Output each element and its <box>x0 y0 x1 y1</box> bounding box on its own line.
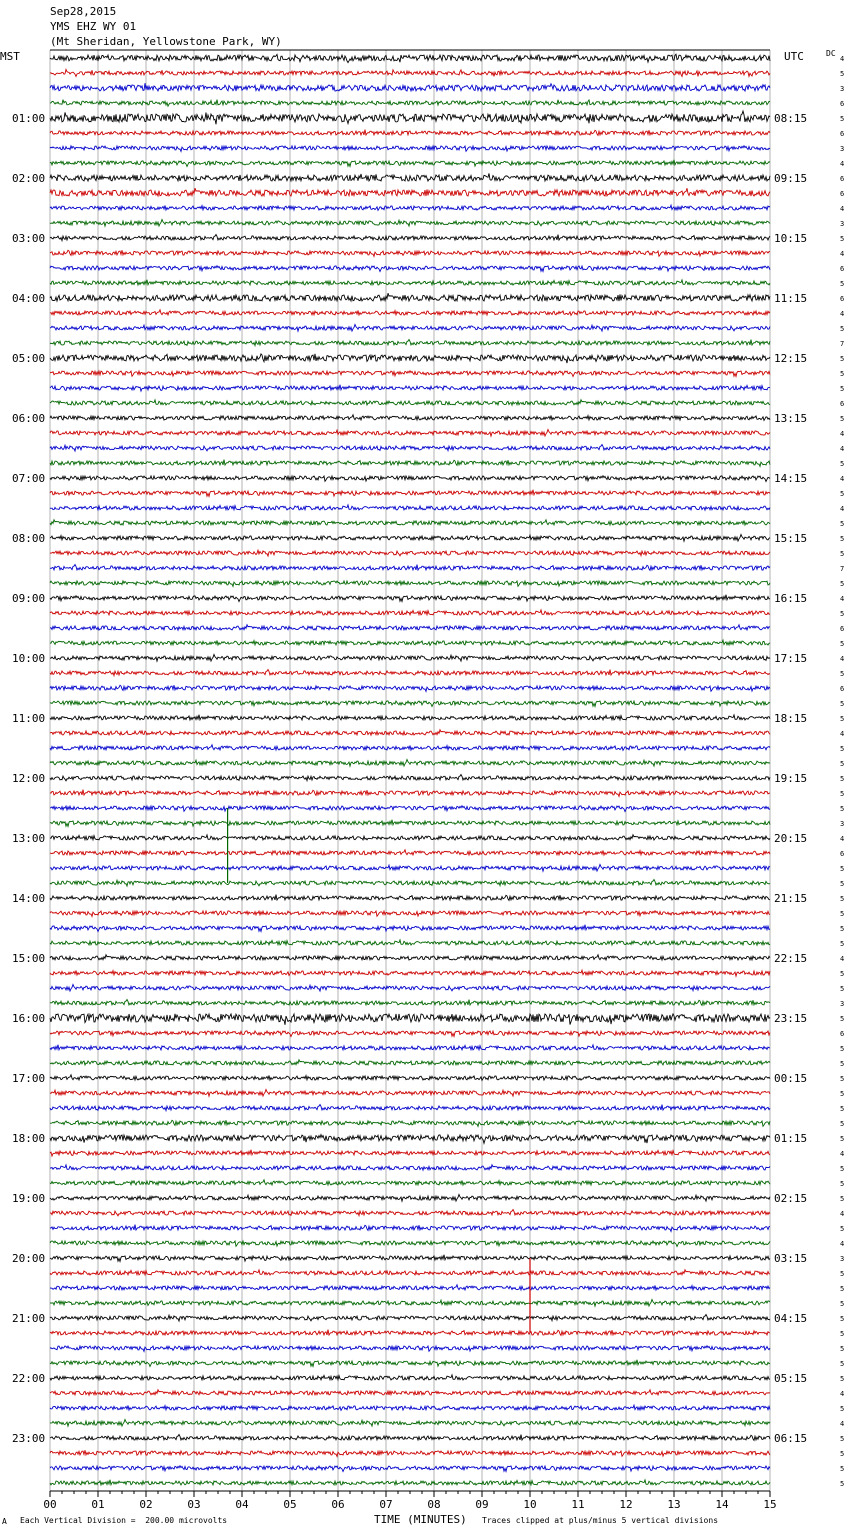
trace-row <box>50 760 770 767</box>
dc-offset-label: 5 <box>840 1015 845 1023</box>
trace-row <box>50 1480 770 1485</box>
dc-offset-label: 4 <box>840 55 845 63</box>
dc-offset-label: 5 <box>840 1375 845 1383</box>
dc-offset-label: 5 <box>840 760 845 768</box>
trace-row <box>50 730 770 735</box>
dc-offset-label: 6 <box>840 175 845 183</box>
trace-row <box>50 266 770 272</box>
x-tick-label: 14 <box>715 1498 729 1511</box>
dc-offset-label: 4 <box>840 1240 845 1248</box>
trace-row <box>50 715 770 720</box>
dc-offset-label: 5 <box>840 1315 845 1323</box>
mst-hour-label: 12:00 <box>12 772 46 785</box>
trace-row <box>50 280 770 285</box>
x-tick-label: 09 <box>475 1498 489 1511</box>
dc-offset-label: 5 <box>840 1075 845 1083</box>
dc-offset-label: 4 <box>840 310 845 318</box>
dc-offset-label: 5 <box>840 490 845 498</box>
trace-row <box>50 581 770 587</box>
mst-hour-label: 11:00 <box>12 712 46 725</box>
trace-row <box>50 1075 770 1081</box>
plot-date: Sep28,2015 <box>50 5 117 18</box>
mst-hour-label: 09:00 <box>12 592 46 605</box>
dc-offset-label: 6 <box>840 625 845 633</box>
dc-offset-label: 6 <box>840 100 845 108</box>
corner-mark: A <box>2 1517 7 1526</box>
trace-row <box>50 325 770 332</box>
dc-offset-label: 4 <box>840 1210 845 1218</box>
trace-row <box>50 1031 770 1037</box>
dc-offset-label: 5 <box>840 715 845 723</box>
trace-row <box>50 1466 770 1472</box>
trace-row <box>50 205 770 210</box>
dc-offset-label: 5 <box>840 700 845 708</box>
trace-row <box>50 1375 770 1380</box>
trace-row <box>50 925 770 932</box>
dc-offset-label: 4 <box>840 445 845 453</box>
utc-hour-label: 05:15 <box>774 1372 808 1385</box>
utc-hour-label: 08:15 <box>774 112 808 125</box>
dc-offset-label: 6 <box>840 130 845 138</box>
dc-offset-label: 3 <box>840 220 845 228</box>
dc-offset-label: 5 <box>840 1345 845 1353</box>
trace-row <box>50 1225 770 1232</box>
trace-row <box>50 1060 770 1065</box>
mst-hour-label: 22:00 <box>12 1372 46 1385</box>
x-tick-label: 10 <box>523 1498 537 1511</box>
dc-offset-label: 5 <box>840 805 845 813</box>
utc-hour-label: 09:15 <box>774 172 808 185</box>
dc-offset-label: 4 <box>840 430 845 438</box>
left-timezone-label: MST <box>0 50 20 63</box>
utc-hour-label: 17:15 <box>774 652 808 665</box>
x-tick-label: 01 <box>91 1498 105 1511</box>
scale-note: Each Vertical Division = 200.00 microvolts <box>20 1516 228 1525</box>
trace-row <box>50 310 770 316</box>
trace-row <box>50 1346 770 1352</box>
trace-row <box>50 1241 770 1247</box>
trace-row <box>50 100 770 107</box>
utc-hour-label: 18:15 <box>774 712 808 725</box>
dc-offset-label: 4 <box>840 505 845 513</box>
trace-row <box>50 1150 770 1156</box>
x-tick-label: 06 <box>331 1498 345 1511</box>
utc-hour-label: 19:15 <box>774 772 808 785</box>
dc-offset-label: 5 <box>840 775 845 783</box>
trace-row <box>50 1210 770 1216</box>
mst-hour-label: 19:00 <box>12 1192 46 1205</box>
dc-offset-label: 5 <box>840 1270 845 1278</box>
dc-offset-label: 5 <box>840 580 845 588</box>
dc-offset-label: 4 <box>840 1420 845 1428</box>
trace-row <box>50 1165 770 1170</box>
x-tick-label: 03 <box>187 1498 201 1511</box>
trace-row <box>50 610 770 615</box>
x-tick-label: 02 <box>139 1498 153 1511</box>
utc-hour-label: 00:15 <box>774 1072 808 1085</box>
utc-hour-label: 21:15 <box>774 892 808 905</box>
mst-hour-label: 01:00 <box>12 112 46 125</box>
clip-note: Traces clipped at plus/minus 5 vertical divisions <box>482 1516 719 1525</box>
utc-hour-label: 03:15 <box>774 1252 808 1265</box>
dc-offset-label: 5 <box>840 895 845 903</box>
trace-row <box>50 1180 770 1186</box>
dc-offset-label: 5 <box>840 985 845 993</box>
trace-row <box>50 790 770 797</box>
trace-row <box>50 1420 770 1427</box>
mst-hour-label: 20:00 <box>12 1252 46 1265</box>
dc-offset-label: 5 <box>840 1060 845 1068</box>
mst-hour-label: 10:00 <box>12 652 46 665</box>
dc-offset-label: 7 <box>840 340 845 348</box>
dc-offset-label: 4 <box>840 955 845 963</box>
utc-hour-label: 20:15 <box>774 832 808 845</box>
dc-offset-label: 5 <box>840 1480 845 1488</box>
utc-hour-label: 11:15 <box>774 292 808 305</box>
trace-row <box>50 1090 770 1097</box>
trace-row <box>50 1450 770 1456</box>
trace-row <box>50 130 770 136</box>
dc-offset-label: 5 <box>840 1090 845 1098</box>
dc-offset-label: 3 <box>840 1255 845 1263</box>
trace-row <box>50 293 770 301</box>
trace-row <box>50 1390 770 1395</box>
dc-offset-label: 4 <box>840 475 845 483</box>
trace-row <box>50 430 770 437</box>
trace-row <box>50 505 770 510</box>
mst-hour-label: 15:00 <box>12 952 46 965</box>
time-grid <box>50 50 770 1491</box>
trace-row <box>50 520 770 525</box>
x-tick-label: 04 <box>235 1498 249 1511</box>
utc-hour-label: 04:15 <box>774 1312 808 1325</box>
trace-row <box>50 146 770 152</box>
dc-offset-label: 3 <box>840 1000 845 1008</box>
dc-offset-label: 5 <box>840 745 845 753</box>
mst-hour-label: 21:00 <box>12 1312 46 1325</box>
dc-offset-label: 4 <box>840 655 845 663</box>
dc-offset-label: 5 <box>840 970 845 978</box>
trace-row <box>50 806 770 812</box>
dc-offset-label: 3 <box>840 145 845 153</box>
dc-offset-label: 4 <box>840 730 845 738</box>
dc-offset-label: 5 <box>840 1435 845 1443</box>
trace-row <box>50 340 770 346</box>
trace-row <box>50 670 770 676</box>
utc-hour-label: 16:15 <box>774 592 808 605</box>
right-timezone-label: UTC <box>784 50 804 63</box>
dc-offset-label: 6 <box>840 190 845 198</box>
dc-offset-label: 5 <box>840 1405 845 1413</box>
dc-offset-label: 5 <box>840 670 845 678</box>
utc-hour-label: 01:15 <box>774 1132 808 1145</box>
utc-hour-label: 06:15 <box>774 1432 808 1445</box>
plot-location: (Mt Sheridan, Yellowstone Park, WY) <box>50 35 282 48</box>
trace-row <box>50 188 770 196</box>
trace-row <box>50 985 770 992</box>
x-axis-title: TIME (MINUTES) <box>374 1513 467 1526</box>
trace-row <box>50 745 770 751</box>
x-tick-label: 00 <box>43 1498 57 1511</box>
x-axis <box>43 1491 776 1511</box>
trace-row <box>50 911 770 917</box>
dc-offset-label: 5 <box>840 1045 845 1053</box>
trace-row <box>50 865 770 872</box>
trace-row <box>50 1045 770 1050</box>
utc-hour-label: 15:15 <box>774 532 808 545</box>
trace-row <box>50 1255 770 1262</box>
dc-offset-label: 4 <box>840 595 845 603</box>
trace-row <box>50 625 770 630</box>
utc-hour-label: 23:15 <box>774 1012 808 1025</box>
trace-row <box>50 235 770 241</box>
trace-row <box>50 69 770 76</box>
x-tick-label: 07 <box>379 1498 393 1511</box>
trace-row <box>50 1135 770 1144</box>
mst-hour-label: 06:00 <box>12 412 46 425</box>
dc-offset-label: 5 <box>840 70 845 78</box>
dc-offset-label: 5 <box>840 1105 845 1113</box>
mst-hour-label: 03:00 <box>12 232 46 245</box>
dc-offset-label: 7 <box>840 565 845 573</box>
dc-offset-label: 5 <box>840 280 845 288</box>
trace-row <box>50 595 770 602</box>
trace-row <box>50 415 770 421</box>
plot-channel: YMS EHZ WY 01 <box>50 20 137 33</box>
x-tick-label: 13 <box>667 1498 681 1511</box>
trace-row <box>50 1405 770 1410</box>
trace-row <box>50 1270 770 1275</box>
mst-hour-label: 04:00 <box>12 292 46 305</box>
trace-row <box>50 895 770 901</box>
utc-hour-label: 10:15 <box>774 232 808 245</box>
trace-row <box>50 1105 770 1111</box>
dc-offset-label: 4 <box>840 205 845 213</box>
trace-row <box>50 1014 770 1025</box>
trace-row <box>50 835 770 840</box>
dc-offset-label: 5 <box>840 910 845 918</box>
x-tick-label: 12 <box>619 1498 633 1511</box>
trace-row <box>50 490 770 497</box>
dc-offset-label: 5 <box>840 385 845 393</box>
trace-row <box>50 850 770 855</box>
trace-row <box>50 250 770 256</box>
dc-offset-label: 5 <box>840 1120 845 1128</box>
trace-row <box>50 655 770 662</box>
dc-offset-label: 5 <box>840 1195 845 1203</box>
dc-offset-label: 5 <box>840 535 845 543</box>
trace-row <box>50 1300 770 1307</box>
utc-hour-label: 02:15 <box>774 1192 808 1205</box>
trace-row <box>50 1000 770 1006</box>
dc-offset-label: 5 <box>840 1165 845 1173</box>
utc-hour-label: 13:15 <box>774 412 808 425</box>
dc-offset-label: 5 <box>840 520 845 528</box>
mst-hour-label: 17:00 <box>12 1072 46 1085</box>
dc-offset-label: 5 <box>840 370 845 378</box>
dc-offset-label: 5 <box>840 790 845 798</box>
dc-offset-label: 5 <box>840 355 845 363</box>
trace-row <box>50 1285 770 1290</box>
dc-offset-label: 5 <box>840 460 845 468</box>
dc-offset-label: 6 <box>840 295 845 303</box>
trace-row <box>50 1315 770 1322</box>
trace-row <box>50 640 770 645</box>
dc-offset-label: 4 <box>840 1390 845 1398</box>
trace-row <box>50 955 770 960</box>
dc-offset-label: 4 <box>840 160 845 168</box>
mst-hour-label: 23:00 <box>12 1432 46 1445</box>
trace-row <box>50 565 770 571</box>
trace-row <box>50 354 770 363</box>
trace-row <box>50 445 770 452</box>
dc-offset-label: 5 <box>840 1330 845 1338</box>
dc-offset-label: 5 <box>840 235 845 243</box>
dc-offset-label: 5 <box>840 550 845 558</box>
trace-row <box>50 371 770 377</box>
dc-offset-label: 6 <box>840 400 845 408</box>
dc-offset-label: 5 <box>840 880 845 888</box>
dc-offset-label: 6 <box>840 1030 845 1038</box>
dc-offset-label: 5 <box>840 865 845 873</box>
x-tick-label: 15 <box>763 1498 777 1511</box>
mst-hour-label: 16:00 <box>12 1012 46 1025</box>
dc-offset-label: 6 <box>840 265 845 273</box>
trace-row <box>50 220 770 227</box>
trace-row <box>50 83 770 91</box>
trace-row <box>50 940 770 945</box>
mst-hour-label: 18:00 <box>12 1132 46 1145</box>
trace-row <box>50 970 770 976</box>
x-tick-label: 08 <box>427 1498 441 1511</box>
trace-row <box>50 820 770 827</box>
dc-label: DC <box>826 49 836 58</box>
x-tick-label: 11 <box>571 1498 585 1511</box>
mst-hour-label: 14:00 <box>12 892 46 905</box>
x-tick-label: 05 <box>283 1498 297 1511</box>
trace-row <box>50 54 770 62</box>
dc-offset-label: 5 <box>840 1180 845 1188</box>
dc-offset-label: 5 <box>840 1135 845 1143</box>
trace-row <box>50 1195 770 1202</box>
utc-hour-label: 22:15 <box>774 952 808 965</box>
trace-row <box>50 476 770 482</box>
dc-offset-label: 5 <box>840 1465 845 1473</box>
dc-offset-label: 4 <box>840 835 845 843</box>
trace-row <box>50 385 770 391</box>
dc-offset-label: 5 <box>840 415 845 423</box>
trace-row <box>50 550 770 556</box>
dc-offset-label: 5 <box>840 610 845 618</box>
dc-offset-label: 5 <box>840 925 845 933</box>
dc-offset-label: 3 <box>840 85 845 93</box>
mst-hour-label: 08:00 <box>12 532 46 545</box>
dc-offset-label: 6 <box>840 685 845 693</box>
mst-hour-label: 07:00 <box>12 472 46 485</box>
dc-offset-label: 4 <box>840 1150 845 1158</box>
dc-offset-label: 5 <box>840 115 845 123</box>
dc-offset-label: 3 <box>840 820 845 828</box>
trace-row <box>50 111 770 124</box>
mst-hour-label: 02:00 <box>12 172 46 185</box>
dc-offset-label: 5 <box>840 1360 845 1368</box>
utc-hour-label: 14:15 <box>774 472 808 485</box>
trace-row <box>50 1435 770 1441</box>
dc-offset-label: 6 <box>840 850 845 858</box>
trace-row <box>50 880 770 887</box>
seismic-traces <box>50 54 770 1485</box>
mst-hour-label: 05:00 <box>12 352 46 365</box>
dc-offset-label: 5 <box>840 1450 845 1458</box>
trace-row <box>50 460 770 467</box>
dc-offset-label: 5 <box>840 1225 845 1233</box>
dc-offset-label: 5 <box>840 325 845 333</box>
dc-offset-label: 5 <box>840 1300 845 1308</box>
mst-hour-label: 13:00 <box>12 832 46 845</box>
utc-hour-label: 12:15 <box>774 352 808 365</box>
trace-row <box>50 1120 770 1126</box>
dc-offset-label: 5 <box>840 1285 845 1293</box>
trace-row <box>50 1330 770 1336</box>
trace-row <box>50 160 770 167</box>
dc-offset-label: 5 <box>840 940 845 948</box>
trace-row <box>50 535 770 542</box>
dc-offset-label: 4 <box>840 250 845 258</box>
trace-row <box>50 685 770 691</box>
trace-row <box>50 173 770 181</box>
dc-offset-label: 5 <box>840 640 845 648</box>
trace-row <box>50 400 770 405</box>
trace-row <box>50 1360 770 1367</box>
trace-row <box>50 775 770 781</box>
trace-row <box>50 701 770 707</box>
